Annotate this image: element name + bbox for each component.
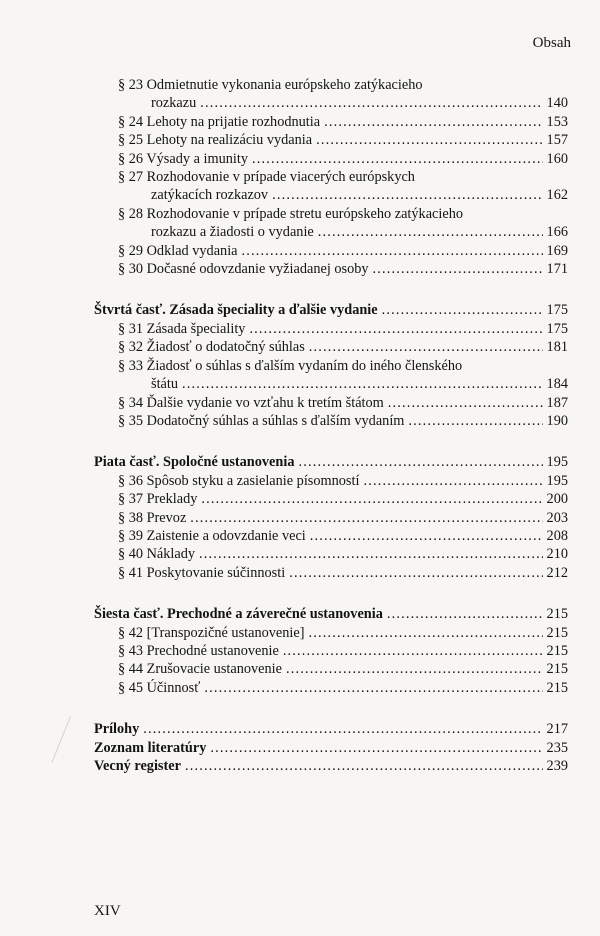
toc-entry bbox=[94, 205, 568, 223]
toc-entry-title: § 29 Odklad vydania bbox=[118, 242, 238, 259]
toc-entry-title: § 27 Rozhodovanie v prípade viacerých európskych bbox=[118, 169, 415, 186]
toc-page-number: 212 bbox=[546, 564, 568, 581]
toc-entry-title: § 24 Lehoty na prijatie rozhodnutia bbox=[118, 113, 321, 130]
toc-entry-title: § 38 Prevoz bbox=[118, 509, 187, 526]
toc-entry-title: § 30 Dočasné odovzdanie vyžiadanej osoby bbox=[118, 261, 369, 278]
toc-entry bbox=[94, 131, 568, 149]
toc-entry-title: zatýkacích rozkazov bbox=[151, 187, 269, 204]
dot-leader bbox=[200, 94, 542, 112]
dot-leader bbox=[252, 150, 543, 168]
toc-entry bbox=[94, 168, 568, 186]
toc-section bbox=[94, 453, 568, 582]
toc-entry bbox=[94, 564, 568, 582]
table-of-contents bbox=[94, 76, 568, 798]
toc-entry bbox=[94, 76, 568, 94]
toc-page-number: 184 bbox=[546, 376, 568, 393]
toc-page-number: 195 bbox=[546, 454, 568, 471]
dot-leader bbox=[286, 660, 543, 678]
toc-entry-title: § 39 Zaistenie a odovzdanie veci bbox=[118, 527, 306, 544]
toc-entry bbox=[94, 357, 568, 375]
toc-page-number: 160 bbox=[546, 150, 568, 167]
toc-page-number: 195 bbox=[546, 472, 568, 489]
toc-entry bbox=[94, 509, 568, 527]
toc-heading bbox=[94, 757, 568, 775]
toc-entry bbox=[94, 394, 568, 412]
dot-leader bbox=[373, 260, 543, 278]
toc-page-number: 181 bbox=[546, 339, 568, 356]
toc-page-number: 166 bbox=[546, 224, 568, 241]
toc-entry-title: § 28 Rozhodovanie v prípade stretu európskeho zatýkacieho bbox=[118, 205, 464, 222]
toc-entry-title: Vecný register bbox=[94, 758, 181, 774]
toc-entry-title: Šiesta časť. Prechodné a záverečné ustanovenia bbox=[94, 606, 383, 623]
dot-leader bbox=[182, 375, 543, 393]
toc-page-number: 171 bbox=[546, 261, 568, 278]
toc-section bbox=[94, 301, 568, 430]
dot-leader bbox=[185, 757, 543, 775]
dot-leader bbox=[324, 113, 542, 131]
toc-section bbox=[94, 605, 568, 697]
toc-entry-title: § 43 Prechodné ustanovenie bbox=[118, 642, 279, 659]
toc-heading bbox=[94, 453, 568, 471]
dot-leader bbox=[298, 453, 542, 471]
toc-entry-title: § 23 Odmietnutie vykonania európskeho zatýkacieho bbox=[118, 77, 423, 93]
dot-leader bbox=[310, 527, 543, 545]
toc-entry-title: § 45 Účinnosť bbox=[118, 679, 201, 696]
toc-entry bbox=[94, 242, 568, 260]
toc-page-number: 210 bbox=[546, 546, 568, 563]
toc-entry bbox=[94, 545, 568, 563]
dot-leader bbox=[318, 223, 543, 241]
toc-page-number: 162 bbox=[546, 187, 568, 204]
toc-entry bbox=[94, 150, 568, 168]
toc-entry-title: § 40 Náklady bbox=[118, 546, 196, 563]
toc-section bbox=[94, 720, 568, 775]
dot-leader bbox=[204, 679, 542, 697]
toc-page-number: 175 bbox=[546, 302, 568, 319]
toc-entry bbox=[94, 679, 568, 697]
toc-entry bbox=[94, 113, 568, 131]
margin-pencil-mark bbox=[51, 716, 87, 769]
toc-entry bbox=[94, 338, 568, 356]
toc-section bbox=[94, 76, 568, 278]
dot-leader bbox=[201, 490, 542, 508]
dot-leader bbox=[190, 509, 542, 527]
toc-page-number: 157 bbox=[546, 132, 568, 149]
toc-entry bbox=[94, 660, 568, 678]
toc-page-number: 200 bbox=[546, 491, 568, 508]
toc-entry bbox=[94, 642, 568, 660]
page-number: XIV bbox=[94, 903, 121, 919]
toc-entry-title: § 25 Lehoty na realizáciu vydania bbox=[118, 132, 313, 149]
dot-leader bbox=[199, 545, 543, 563]
toc-entry bbox=[94, 223, 568, 241]
toc-page-number: 203 bbox=[546, 509, 568, 526]
toc-entry-title: § 41 Poskytovanie súčinnosti bbox=[118, 564, 286, 581]
toc-heading bbox=[94, 720, 568, 738]
toc-page-number: 208 bbox=[546, 527, 568, 544]
running-header: Obsah bbox=[532, 35, 571, 51]
dot-leader bbox=[210, 739, 542, 757]
toc-page-number: 239 bbox=[546, 758, 568, 774]
toc-entry bbox=[94, 472, 568, 490]
toc-entry-title: rozkazu a žiadosti o vydanie bbox=[151, 224, 314, 241]
toc-entry bbox=[94, 94, 568, 112]
toc-page-number: 215 bbox=[546, 624, 568, 641]
toc-page-number: 215 bbox=[546, 606, 568, 623]
dot-leader bbox=[308, 624, 542, 642]
toc-entry-title: rozkazu bbox=[151, 95, 197, 112]
toc-heading bbox=[94, 739, 568, 757]
dot-leader bbox=[309, 338, 543, 356]
dot-leader bbox=[388, 394, 543, 412]
toc-entry-title: § 36 Spôsob styku a zasielanie písomností bbox=[118, 472, 360, 489]
dot-leader bbox=[143, 720, 542, 738]
dot-leader bbox=[272, 186, 542, 204]
toc-entry-title: § 44 Zrušovacie ustanovenie bbox=[118, 661, 282, 678]
toc-entry-title: § 37 Preklady bbox=[118, 491, 198, 508]
toc-entry-title: štátu bbox=[151, 376, 179, 393]
toc-heading bbox=[94, 605, 568, 623]
toc-entry bbox=[94, 375, 568, 393]
toc-page-number: 140 bbox=[546, 95, 568, 112]
toc-page-number: 187 bbox=[546, 394, 568, 411]
toc-entry-title: § 34 Ďalšie vydanie vo vzťahu k tretím štátom bbox=[118, 394, 384, 411]
dot-leader bbox=[363, 472, 542, 490]
toc-page-number: 217 bbox=[546, 721, 568, 738]
toc-entry-title: § 42 [Transpozičné ustanovenie] bbox=[118, 624, 305, 641]
dot-leader bbox=[382, 301, 543, 319]
toc-entry bbox=[94, 490, 568, 508]
toc-page-number: 215 bbox=[546, 642, 568, 659]
toc-entry-title: Štvrtá časť. Zásada špeciality a ďalšie vydanie bbox=[94, 302, 378, 319]
toc-entry-title: § 35 Dodatočný súhlas a súhlas s ďalším vydaním bbox=[118, 412, 405, 429]
toc-entry-title: § 33 Žiadosť o súhlas s ďalším vydaním do iného členského bbox=[118, 357, 463, 374]
toc-entry bbox=[94, 527, 568, 545]
dot-leader bbox=[283, 642, 543, 660]
toc-page-number: 153 bbox=[546, 113, 568, 130]
toc-entry bbox=[94, 320, 568, 338]
dot-leader bbox=[387, 605, 543, 623]
toc-page-number: 215 bbox=[546, 679, 568, 696]
toc-entry bbox=[94, 412, 568, 430]
toc-page-number: 235 bbox=[546, 739, 568, 756]
dot-leader bbox=[316, 131, 542, 149]
toc-entry bbox=[94, 186, 568, 204]
dot-leader bbox=[408, 412, 542, 430]
toc-entry-title: § 26 Výsady a imunity bbox=[118, 150, 248, 167]
toc-page-number: 215 bbox=[546, 661, 568, 678]
dot-leader bbox=[289, 564, 542, 582]
toc-page-number: 175 bbox=[546, 320, 568, 337]
toc-entry-title: § 32 Žiadosť o dodatočný súhlas bbox=[118, 339, 305, 356]
dot-leader bbox=[249, 320, 542, 338]
toc-page-number: 169 bbox=[546, 242, 568, 259]
dot-leader bbox=[242, 242, 543, 260]
toc-page-number: 190 bbox=[546, 412, 568, 429]
toc-entry bbox=[94, 624, 568, 642]
toc-entry-title: Prílohy bbox=[94, 721, 140, 738]
toc-entry-title: Zoznam literatúry bbox=[94, 739, 207, 756]
toc-entry-title: § 31 Zásada špeciality bbox=[118, 320, 246, 337]
toc-heading bbox=[94, 301, 568, 319]
toc-entry-title: Piata časť. Spoločné ustanovenia bbox=[94, 454, 295, 471]
toc-entry bbox=[94, 260, 568, 278]
